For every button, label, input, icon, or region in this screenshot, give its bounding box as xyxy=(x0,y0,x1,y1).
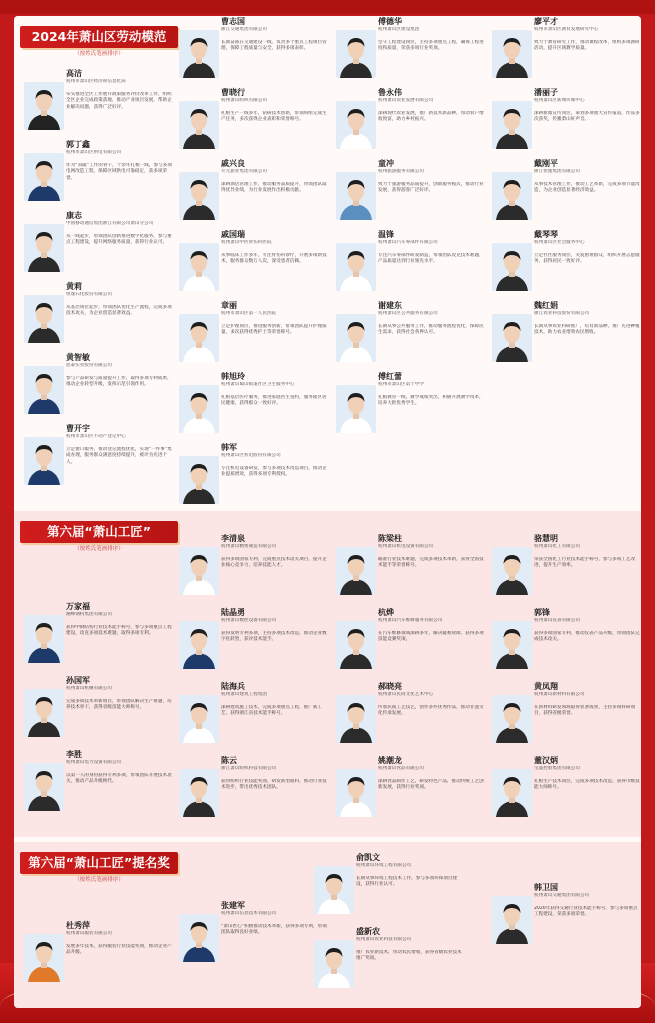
person-organization: 杭州萧山区建设集团 xyxy=(378,27,420,32)
person-card xyxy=(492,229,641,301)
person-card xyxy=(179,16,329,88)
person-organization: 杭州萧山纺织有限公司 xyxy=(221,98,267,103)
portrait-photo xyxy=(336,101,376,149)
person-description: 瞄准行业技术难题，完成多项技术革新，获得全国技术能手等荣誉称号。 xyxy=(378,557,484,569)
person-organization: 杭州市萧山区不动产登记中心 xyxy=(66,434,126,439)
person-description: 在新材料研发领域取得显著成果，主持多项科研项目，获得省级荣誉。 xyxy=(534,705,636,717)
person-description: 深耕食品制作工艺，研发特色产品，推动传统工艺创新发展，获得行业奖项。 xyxy=(378,779,484,791)
person-description: 扎根教育一线，教学成绩突出，积极开展教学改革，培养大批优秀学生。 xyxy=(378,395,484,407)
person-name: 曹开宇 xyxy=(66,424,90,433)
portrait-photo xyxy=(336,385,376,433)
person-name: 姚潮龙 xyxy=(378,756,402,765)
person-name: 鲁永伟 xyxy=(378,88,402,97)
section-subtitle: （按姓氏笔画排序） xyxy=(74,546,124,552)
person-organization: 杭州萧山蜀山街道社区卫生服务中心 xyxy=(221,382,295,387)
person-card xyxy=(24,601,174,673)
person-name: 戴刚平 xyxy=(534,159,558,168)
person-organization: 杭州萧山仪表有限公司 xyxy=(534,618,580,623)
portrait-photo xyxy=(492,547,532,595)
person-name: 孙国军 xyxy=(66,676,90,685)
person-description: 完成多项技术革新项目，带领团队解决生产难题，培养技术骨干，获得省级技能大师称号。 xyxy=(66,699,172,711)
section-craftsmen-nominees xyxy=(14,842,641,1008)
person-description: 推广农业新技术，带动农民增收，获得省级农业技术推广奖项。 xyxy=(356,950,462,962)
person-organization: 恩泰实业股份有限公司 xyxy=(66,363,112,368)
person-organization: 杭州萧山环境工程有限公司 xyxy=(356,863,412,868)
person-name: 韩军 xyxy=(221,443,237,452)
person-description: 专注汽车零部件研发制造，带领团队攻克技术难题，产品质量达到行业领先水平。 xyxy=(378,253,484,265)
portrait-photo xyxy=(179,914,219,962)
person-name: 戚兴良 xyxy=(221,159,245,168)
poster-panel xyxy=(14,16,641,1008)
portrait-photo xyxy=(492,621,532,669)
person-card xyxy=(24,352,174,424)
portrait-photo xyxy=(179,101,219,149)
person-name: 谢建东 xyxy=(378,301,402,310)
person-card xyxy=(179,755,329,827)
portrait-photo xyxy=(492,314,532,362)
person-organization: 浙江农业科技股份有限公司 xyxy=(534,311,590,316)
person-description: 专注机电设备研发，参与多项技术改造项目，推动企业提质增效，获得多项专利授权。 xyxy=(221,466,327,478)
person-card xyxy=(336,755,486,827)
portrait-photo xyxy=(492,101,532,149)
person-card xyxy=(179,681,329,753)
person-description: 从基层岗位起步，带领团队优化生产流程，完成多项技术攻关，为企业创造显著效益。 xyxy=(66,305,172,317)
person-card xyxy=(179,442,329,506)
person-description: 立足护理岗位，推进服务创新，带领团队提升护理质量，多次获得优秀护士等荣誉称号。 xyxy=(221,324,327,336)
person-card xyxy=(492,882,641,954)
person-card xyxy=(336,158,486,230)
person-card xyxy=(24,281,174,353)
person-name: 韩旭玲 xyxy=(221,372,245,381)
portrait-photo xyxy=(24,295,64,343)
person-description: 长期从事公共服务工作，推动服务流程优化，保障民生需求，获得社会各界认可。 xyxy=(378,324,484,336)
person-card xyxy=(492,158,641,230)
section-title: 2024年萧山区劳动模范 xyxy=(20,26,178,48)
portrait-photo xyxy=(179,621,219,669)
portrait-photo xyxy=(336,621,376,669)
person-organization: 宝晶控股集团有限公司 xyxy=(534,766,580,771)
person-description: 扎根生产技术岗位，完成多项技术改造，获得市级技能大师称号。 xyxy=(534,779,640,791)
person-card xyxy=(492,87,641,159)
person-card xyxy=(336,16,486,88)
portrait-photo xyxy=(336,547,376,595)
person-name: 陈梁柱 xyxy=(378,534,402,543)
portrait-photo xyxy=(24,82,64,130)
person-description: 获得中钢结构行业技术能手称号，参与多项重点工程建设，攻克多项技术难题，取得多项专利。 xyxy=(66,625,172,637)
person-description: 扎根生产一线多年，钻研技术创新，带领班组完成生产任务，多次获得企业表彰和荣誉称号。 xyxy=(221,111,327,123)
person-card xyxy=(24,675,174,747)
person-description: 获得纺织行业技能奖项，研发新型面料，推动行业技术进步，带出优秀技术团队。 xyxy=(221,779,327,791)
person-card xyxy=(179,229,329,301)
person-name: 章丽 xyxy=(221,301,237,310)
person-name: 童冲 xyxy=(378,159,394,168)
portrait-photo xyxy=(179,769,219,817)
person-name: 郭丁鑫 xyxy=(66,140,90,149)
person-description: 从事临床工作多年，专注骨伤科诊疗，开展多项新技术，服务群众数万人次，深受患者信赖。 xyxy=(221,253,327,265)
person-card xyxy=(336,607,486,679)
portrait-photo xyxy=(179,385,219,433)
person-organization: 杭州萧山机械有限公司 xyxy=(66,686,112,691)
person-card xyxy=(179,371,329,443)
person-card xyxy=(492,607,641,679)
portrait-photo xyxy=(24,763,64,811)
person-organization: 恒逸石化股份有限公司 xyxy=(66,292,112,297)
person-description: 从一线起步，带领团队创新推进数字化服务，参与重点工程建设，提升网络服务质量，获得行业认可。 xyxy=(66,234,172,246)
person-card xyxy=(336,681,486,753)
portrait-photo xyxy=(24,934,64,982)
person-card xyxy=(336,229,486,301)
person-name: 董汉炳 xyxy=(534,756,558,765)
person-description: 获得多项国家专利，完成重点技术攻关项目，提升企业核心竞争力，培养技能人才。 xyxy=(221,557,327,569)
person-description: 坚守工程建设岗位，主持多项重点工程，确保工程进度和质量，荣获多项行业奖项。 xyxy=(378,40,484,52)
person-description: 参与产品研发与质量提升工作，取得多项专利成果，推动企业转型升级，发挥示范引领作用。 xyxy=(66,376,172,388)
person-card xyxy=(336,371,486,443)
person-organization: 杭州萧山区新闻传媒中心 xyxy=(534,98,585,103)
person-name: 韩卫国 xyxy=(534,883,558,892)
section-labor-models xyxy=(14,16,641,506)
person-description: 以第一人的身份获得专利多项，带领团队开展技术攻关，推动产品升级换代。 xyxy=(66,773,172,785)
person-organization: 杭州萧山中医骨伤科医院 xyxy=(221,240,272,245)
person-organization: 杭州萧山服装有限公司 xyxy=(66,931,112,936)
person-card xyxy=(24,139,174,211)
portrait-photo xyxy=(492,769,532,817)
person-organization: 浙江恒逸集团有限公司 xyxy=(534,169,580,174)
portrait-photo xyxy=(492,243,532,291)
person-description: 立足社区服务岗位，关爱困难群众，组织开展志愿服务，获得居民一致好评。 xyxy=(534,253,640,265)
person-card xyxy=(492,16,641,88)
person-card xyxy=(492,300,641,372)
person-name: 万家福 xyxy=(66,602,90,611)
portrait-photo xyxy=(179,547,219,595)
person-organization: 杭州萧山机电设备有限公司 xyxy=(378,544,434,549)
person-name: 康志 xyxy=(66,211,82,220)
portrait-photo xyxy=(336,314,376,362)
portrait-photo xyxy=(179,456,219,504)
person-organization: 杭州市萧山区供电有限公司 xyxy=(66,150,122,155)
section-craftsmen xyxy=(14,511,641,837)
person-organization: 杭州萧山民间文化艺术中心 xyxy=(378,692,434,697)
person-description: 深耕建筑施工技术，完成多项重点工程，推广新工艺，获得浙江省技术能手称号。 xyxy=(221,705,323,717)
person-description: 扎根基层医疗服务，推进家庭医生签约，服务辖区居民健康，获得群众一致好评。 xyxy=(221,395,327,407)
person-description: 致力于教育研究工作，推动课程改革，组织多项教研活动，提升区域教学质量。 xyxy=(534,40,640,52)
portrait-photo xyxy=(336,695,376,743)
person-name: 温锋 xyxy=(378,230,394,239)
person-name: 戴琴琴 xyxy=(534,230,558,239)
person-organization: 杭州旅游服务有限公司 xyxy=(378,169,424,174)
person-organization: 杭州萧山汽车零部件有限公司 xyxy=(378,240,438,245)
person-card xyxy=(179,900,329,972)
person-description: 长期从事农业科研推广，培育新品种，推广先进种植技术，助力农业增效农民增收。 xyxy=(534,324,640,336)
person-description: 2020年获得交通行业技术能手称号，参与多项重点工程建设，荣获多项荣誉。 xyxy=(534,906,638,918)
person-name: 傅德华 xyxy=(378,17,402,26)
person-name: 陆晶勇 xyxy=(221,608,245,617)
person-card xyxy=(179,607,329,679)
portrait-photo xyxy=(179,30,219,78)
portrait-photo xyxy=(24,153,64,201)
person-card xyxy=(179,300,329,372)
portrait-photo xyxy=(492,30,532,78)
person-name: 曹晓行 xyxy=(221,88,245,97)
person-organization: 杭州萧山区社会服务中心 xyxy=(534,240,585,245)
person-description: 长期奋战在交通建设一线，负责多个重点工程项目管理，保障工程质量与安全，获得多项表彰。 xyxy=(221,40,327,52)
person-description: 在汽车维修领域深耕多年，解决疑难故障，获得多项技能竞赛奖项。 xyxy=(378,631,484,643)
person-organization: 杭州萧山电力设备有限公司 xyxy=(66,760,122,765)
person-organization: 杭州萧山新材料有限公司 xyxy=(534,692,585,697)
person-organization: 杭州萧山数控设备有限公司 xyxy=(221,618,277,623)
person-name: 黄莉 xyxy=(66,282,82,291)
person-organization: 杭州萧山建筑工程集团 xyxy=(221,692,267,697)
person-organization: 杭州萧山交通集团有限公司 xyxy=(534,893,590,898)
person-description: 立足窗口服务，推动登记流程优化，实现“一件事”集成办理，服务群众满意度持续提升，被评为先进个人。 xyxy=(66,447,172,465)
portrait-photo xyxy=(336,769,376,817)
person-card xyxy=(179,533,329,605)
person-card xyxy=(24,749,174,821)
person-organization: 中国移动通信集团浙江有限公司萧山分公司 xyxy=(66,221,154,226)
person-description: 深耕新闻宣传岗位，策划多项重大宣传报道，作品多次获奖，传播萧山好声音。 xyxy=(534,111,640,123)
person-description: 从事技术管理工作，推动工艺革新，完成多项节能改造，为企业创造显著经济效益。 xyxy=(534,182,640,194)
person-organization: 杭州萧山汽车维修服务有限公司 xyxy=(378,618,443,623)
person-card xyxy=(179,87,329,159)
section-subtitle: （按姓氏笔画排序） xyxy=(74,51,124,57)
person-organization: 杭州市萧山区第一人民医院 xyxy=(221,311,277,316)
person-description: 获得多项国家专利，推动仪表产品升级，带领团队完成技术攻关。 xyxy=(534,631,640,643)
portrait-photo xyxy=(179,695,219,743)
person-name: 杜秀萍 xyxy=(66,921,90,930)
person-name: 郭锋 xyxy=(534,608,550,617)
portrait-photo xyxy=(24,615,64,663)
portrait-photo xyxy=(336,30,376,78)
person-organization: 杭州萧山农业科技有限公司 xyxy=(356,937,412,942)
person-description: 传承民间工艺技艺，创作多件优秀作品，推动非遗文化传承发展。 xyxy=(378,705,484,717)
person-organization: 杭州市萧山区经济和信息化局 xyxy=(66,79,126,84)
portrait-photo xyxy=(24,366,64,414)
person-organization: 湘峰钢构集团有限公司 xyxy=(66,612,112,617)
person-name: 陆海兵 xyxy=(221,682,245,691)
person-organization: 杭州萧山精密制造有限公司 xyxy=(221,544,277,549)
person-name: 廖平才 xyxy=(534,17,558,26)
person-name: 陈云 xyxy=(221,756,237,765)
person-organization: 杭州萧山信息技术有限公司 xyxy=(221,911,277,916)
portrait-photo xyxy=(179,314,219,362)
person-card xyxy=(24,920,174,992)
portrait-photo xyxy=(24,437,64,485)
person-description: 牵头推进全区工作展开政策服务评价改革工作，组织全区企业完成政策落地，推动产业项目发展，帮助企业解决问题，获得广泛好评。 xyxy=(66,92,172,110)
person-description: 致力于旅游服务品质提升，创新服务模式，推动行业发展，获得游客广泛好评。 xyxy=(378,182,484,194)
portrait-photo xyxy=(24,224,64,272)
portrait-photo xyxy=(336,172,376,220)
person-organization: 杭州萧山农业发展有限公司 xyxy=(378,98,434,103)
portrait-photo xyxy=(336,243,376,291)
person-name: 李清泉 xyxy=(221,534,245,543)
person-name: 高洁 xyxy=(66,69,82,78)
person-organization: 杭州市萧山区教育发展研究中心 xyxy=(534,27,599,32)
person-description: 荣获全国化工行业技术能手称号，参与多项工艺改进，提升生产效率。 xyxy=(534,557,636,569)
person-card xyxy=(24,210,174,282)
person-card xyxy=(24,423,174,495)
portrait-photo xyxy=(492,172,532,220)
person-card xyxy=(492,681,641,753)
person-description: 作为“双碳”工作的骨干，十余年扎根一线，参与多项电网改造工程，保障区域供电可靠稳定，获多项荣誉。 xyxy=(66,163,172,181)
person-organization: 杭州萧山区公共服务有限公司 xyxy=(378,311,438,316)
person-name: 戚国瑞 xyxy=(221,230,245,239)
portrait-photo xyxy=(314,866,354,914)
portrait-photo xyxy=(492,695,532,743)
person-name: 杭烨 xyxy=(378,608,394,617)
person-organization: 杭州萧山食品有限公司 xyxy=(378,766,424,771)
person-name: 魏红娟 xyxy=(534,301,558,310)
person-organization: 浙江交通集团有限公司 xyxy=(221,27,267,32)
person-organization: 杭州萧山区机电股份有限公司 xyxy=(221,453,281,458)
person-card xyxy=(336,533,486,605)
person-card xyxy=(24,68,174,140)
portrait-photo xyxy=(492,896,532,944)
person-name: 盛新农 xyxy=(356,927,380,936)
person-name: 黄凤翔 xyxy=(534,682,558,691)
person-name: 俞凯文 xyxy=(356,853,380,862)
person-card xyxy=(492,533,641,605)
person-name: 傅红蕾 xyxy=(378,372,402,381)
person-card xyxy=(336,87,486,159)
person-card xyxy=(314,926,464,998)
section-subtitle: （按姓氏笔画排序） xyxy=(74,877,124,883)
person-organization: 开元旅业集团有限公司 xyxy=(221,169,267,174)
person-organization: 杭州市萧山区第十中学 xyxy=(378,382,424,387)
person-name: 黄智敏 xyxy=(66,353,90,362)
portrait-photo xyxy=(314,940,354,988)
person-description: 获得发明专利多项，主持多项技术改造，推动企业数字化转型，获评技术能手。 xyxy=(221,631,327,643)
person-description: “萧山匠心”积极推动技术革新，获得多项专利，带领团队取得良好业绩。 xyxy=(221,924,327,936)
top-border xyxy=(0,0,655,14)
section-title: 第六届“萧山工匠” xyxy=(20,521,178,543)
person-description: 深耕现代农业发展，推广新技术新品种，带动农户增收致富，助力乡村振兴。 xyxy=(378,111,484,123)
person-organization: 浙江萧山纺织科技有限公司 xyxy=(221,766,277,771)
person-description: 长期从事环境工程技术工作，参与多项环保项目建设，获得行业认可。 xyxy=(356,876,458,888)
person-name: 李胜 xyxy=(66,750,82,759)
person-card xyxy=(314,852,464,924)
person-description: 发展多年技术，获得服装行业技能奖项，推动企业产品升级。 xyxy=(66,944,172,956)
person-card xyxy=(336,300,486,372)
portrait-photo xyxy=(24,689,64,737)
person-name: 曹志国 xyxy=(221,17,245,26)
person-organization: 杭州萧山化工有限公司 xyxy=(534,544,580,549)
portrait-photo xyxy=(179,243,219,291)
person-name: 骆慧明 xyxy=(534,534,558,543)
person-description: 深耕酒店管理工作，推动服务品质提升，带领团队取得优异业绩，为行业发展作出积极贡献。 xyxy=(221,182,327,194)
person-name: 郝晓亮 xyxy=(378,682,402,691)
person-card xyxy=(492,755,641,827)
portrait-photo xyxy=(179,172,219,220)
person-name: 潘丽子 xyxy=(534,88,558,97)
section-title: 第六届“萧山工匠”提名奖 xyxy=(20,852,178,874)
person-name: 张建军 xyxy=(221,901,245,910)
person-card xyxy=(179,158,329,230)
